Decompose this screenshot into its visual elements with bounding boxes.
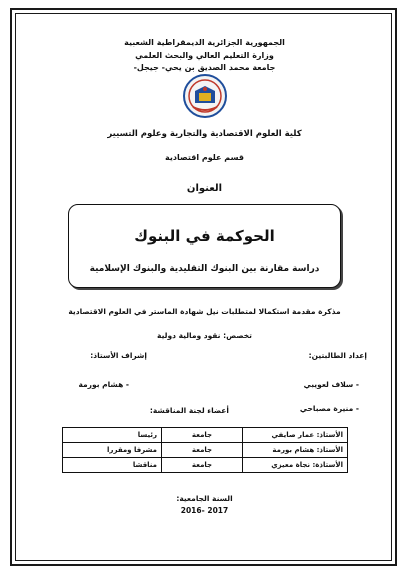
member-name: الأستاذ: عمار صايفي	[243, 428, 348, 443]
thesis-subtitle: دراسة مقارنة بين البنوك التقليدية والبنوك الإسلامية	[89, 264, 320, 274]
table-row	[63, 428, 348, 443]
university-header: جامعة محمد الصديق بن يحي- جيجل-	[133, 63, 276, 72]
member-role: رئيسا	[63, 428, 162, 443]
students-label: إعداد الطالبتين:	[308, 351, 367, 360]
specialty: تخصص: نقود ومالية دولية	[157, 331, 252, 340]
memo-note: مذكرة مقدمة استكمالا لمتطلبات نيل شهادة الماستر في العلوم الاقتصادية	[68, 307, 341, 316]
member-institution: جامعة	[162, 458, 243, 473]
faculty-name: كلية العلوم الاقتصادية والتجارية وعلوم التسيير	[107, 129, 302, 139]
member-institution: جامعة	[162, 428, 243, 443]
academic-year-label: السنة الجامعية:	[176, 494, 233, 503]
title-label: العنوان	[186, 183, 223, 194]
academic-year-value: 2016- 2017	[180, 506, 229, 515]
student-name: - سلاف لعويبي	[303, 380, 359, 389]
committee-table	[62, 427, 348, 473]
member-name: الأستاذ: هشام بورمة	[243, 443, 348, 458]
supervisor-label: إشراف الأستاذ:	[90, 351, 147, 360]
table-row	[63, 458, 348, 473]
committee-label: أعضاء لجنة المناقشة:	[149, 406, 229, 415]
ministry-header: وزارة التعليم العالي والبحث العلمي	[135, 51, 274, 60]
member-institution: جامعة	[162, 443, 243, 458]
department-name: قسم علوم اقتصادية	[165, 153, 244, 162]
student-name: - منيرة مصباحي	[299, 404, 359, 413]
thesis-main-title: الحوكمة في البنوك	[134, 227, 275, 245]
member-role: مشرفا ومقررا	[63, 443, 162, 458]
member-name: الأستاذة: نجاة معيزي	[243, 458, 348, 473]
title-box	[68, 204, 341, 288]
supervisor-name: - هشام بورمة	[78, 380, 129, 389]
republic-header: الجمهورية الجزائرية الديمقراطية الشعبية	[124, 38, 285, 47]
table-row	[63, 443, 348, 458]
university-logo-icon	[181, 73, 229, 119]
member-role: مناقشا	[63, 458, 162, 473]
